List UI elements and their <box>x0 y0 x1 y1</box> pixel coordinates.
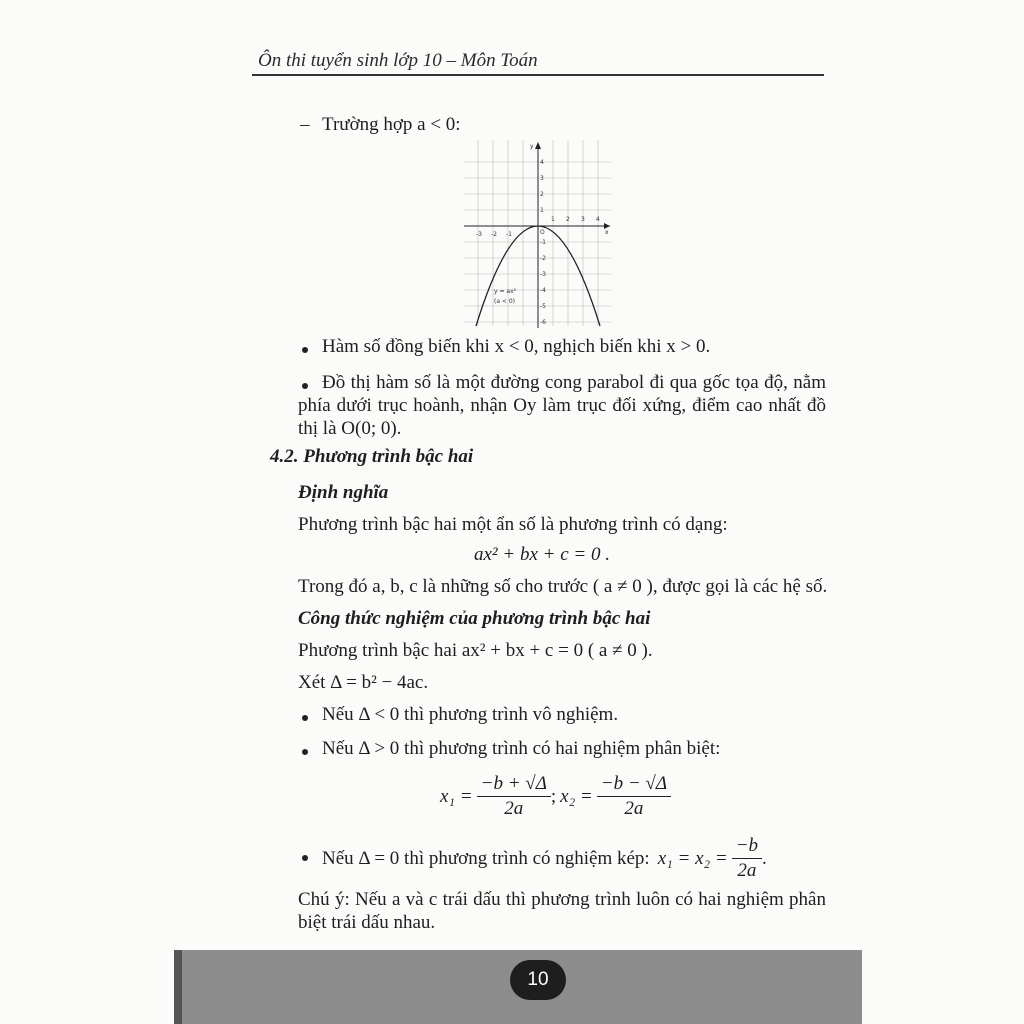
y-axis-arrow-icon <box>535 142 541 149</box>
y-tick-label: 3 <box>540 175 544 182</box>
x2-fraction <box>597 772 671 821</box>
y-tick-label: -1 <box>540 239 546 246</box>
x1-numerator: −b + √Δ <box>477 772 551 797</box>
note-paragraph: Chú ý: Nếu a và c trái dấu thì phương trình luôn có hai nghiệm phân biệt trái dấu nhau. <box>298 889 826 933</box>
bullet-icon <box>302 749 308 755</box>
double-root-end: . <box>762 847 767 869</box>
y-tick-label: -2 <box>540 255 546 262</box>
x-tick-label: -2 <box>491 231 497 238</box>
x1-denominator: 2a <box>504 798 524 819</box>
monotonic-bullet: Hàm số đồng biến khi x < 0, nghịch biến khi x > 0. <box>322 336 711 357</box>
double-root-denominator: 2a <box>737 860 757 881</box>
definition-formula: ax² + bx + c = 0 . <box>474 544 610 565</box>
double-root-fraction <box>732 834 762 883</box>
x-axis-label: x <box>605 229 609 236</box>
parabola-bullet: Đồ thị hàm số là một đường cong parabol đi qua gốc tọa độ, nằm phía dưới trục hoành, nhận Oy làm trục đối xứng, điểm cao nhất đồ thị là O(0; 0). <box>298 372 826 439</box>
x1-lhs: x₁ = <box>440 785 473 807</box>
x1-fraction <box>477 772 551 821</box>
delta-line: Xét Δ = b² − 4ac. <box>298 672 429 693</box>
section-title: 4.2. Phương trình bậc hai <box>270 446 474 467</box>
case-negative: Nếu Δ < 0 thì phương trình vô nghiệm. <box>322 704 619 725</box>
formula-title: Công thức nghiệm của phương trình bậc hai <box>298 608 651 629</box>
definition-text: Phương trình bậc hai một ẩn số là phương trình có dạng: <box>298 514 728 535</box>
y-tick-label: 2 <box>540 191 544 198</box>
x-tick-label: 3 <box>581 216 585 223</box>
case-heading: – Trường hợp a < 0: <box>322 114 461 136</box>
bullet-icon <box>302 715 308 721</box>
x-tick-label: 2 <box>566 216 570 223</box>
x-tick-label: 1 <box>551 216 555 223</box>
header-rule <box>252 74 824 76</box>
case-zero: Nếu Δ = 0 thì phương trình có nghiệm kép: <box>322 847 650 869</box>
case-zero-line <box>322 834 767 883</box>
equation-line: Phương trình bậc hai ax² + bx + c = 0 ( a ≠ 0 ). <box>298 640 653 661</box>
y-tick-label: 4 <box>540 159 544 166</box>
footer-edge <box>174 950 182 1024</box>
bullet-icon <box>302 855 308 861</box>
roots-formula <box>440 772 671 821</box>
y-tick-label: 1 <box>540 207 544 214</box>
y-tick-label: -3 <box>540 271 546 278</box>
origin-label: O <box>540 229 545 236</box>
parabola-graph <box>464 140 614 330</box>
bullet-icon <box>302 347 308 353</box>
case-positive: Nếu Δ > 0 thì phương trình có hai nghiệm phân biệt: <box>322 738 721 759</box>
x2-numerator: −b − √Δ <box>597 772 671 797</box>
curve-label: y = ax² <box>494 288 517 295</box>
x-tick-label: -1 <box>506 231 512 238</box>
y-axis-label: y <box>530 143 534 150</box>
running-header: Ôn thi tuyển sinh lớp 10 – Môn Toán <box>258 50 538 71</box>
definition-title: Định nghĩa <box>298 482 389 503</box>
x-tick-label: -3 <box>476 231 482 238</box>
roots-separator: ; <box>550 785 557 807</box>
double-root-lhs: x₁ = x₂ = <box>657 847 728 869</box>
curve-label: (a < 0) <box>494 298 516 305</box>
x2-denominator: 2a <box>624 798 644 819</box>
y-tick-label: -5 <box>540 303 546 310</box>
double-root-numerator: −b <box>732 834 762 859</box>
x2-lhs: x₂ = <box>560 785 593 807</box>
y-tick-label: -4 <box>540 287 546 294</box>
page-number: 10 <box>510 960 566 1000</box>
x-tick-label: 4 <box>596 216 600 223</box>
definition-note: Trong đó a, b, c là những số cho trước ( a ≠ 0 ), được gọi là các hệ số. <box>298 576 828 597</box>
y-tick-label: -6 <box>540 319 546 326</box>
